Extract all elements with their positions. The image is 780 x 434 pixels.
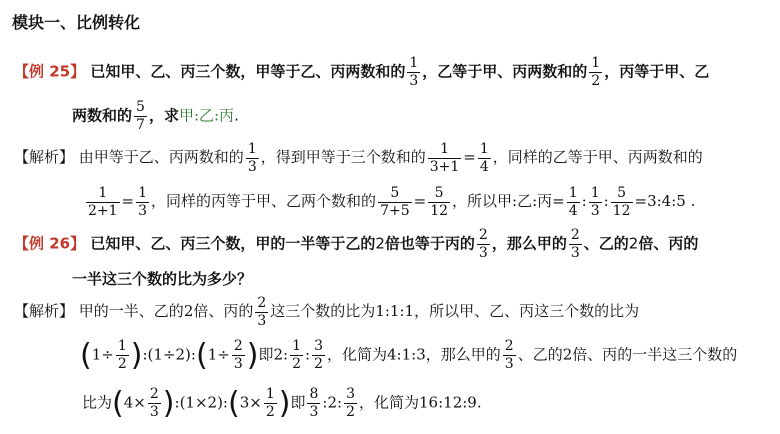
math-expression: (1÷2) [147, 345, 191, 364]
fraction: $\frac{1}{2}$ [591, 55, 601, 89]
solution-text: 倍、丙的一半这三个数的 [572, 345, 738, 364]
fraction: $\frac{8}{3}$ [309, 386, 319, 420]
fraction: $\frac{2}{3}$ [257, 295, 267, 329]
example-25-text: 两数和的 [72, 106, 133, 125]
solution-text: 、乙的 [517, 345, 563, 364]
example-26-tag: 【例 26】 [14, 234, 86, 253]
number: 2 [183, 302, 194, 321]
solution-text: ，所以甲、乙、丙这三个数的比为 [414, 302, 640, 321]
module-title: 模块一、比例转化 [12, 13, 141, 32]
solution-26-line-1 [14, 296, 639, 328]
math-expression: (1×2) [179, 393, 223, 412]
fraction: $\frac{1}{3}$ [247, 141, 257, 175]
fraction: $\frac{1}{3}$ [138, 185, 148, 219]
solution-text: 倍、丙的 [193, 302, 254, 321]
solution-text: 即 [290, 393, 306, 412]
solution-text: ，得到甲等于三个数和的 [260, 148, 426, 167]
solution-26-tag: 【解析】 [14, 302, 75, 321]
number: 2 [628, 234, 639, 253]
fraction: $\frac{2}{3}$ [233, 338, 243, 372]
solution-26-line-3: 比为(4× $\frac{2}{3}$ ):(1×2):(3× $\frac{1}{2}$ )即 $\frac{8}{3}$ :2: $\frac{3}{2}$ ，化简为16:12:9. [82, 386, 482, 421]
number: 2 [562, 345, 573, 364]
solution-25-line-1: 【解析】 由甲等于乙、丙两数和的 $\frac{1}{3}$ ，得到甲等于三个数和的 $\frac{1}{3+1}$ = $\frac{1}{4}$ ，同样的乙等于甲、丙两数和的 [14, 141, 703, 175]
fraction: $\frac{1}{3}$ [409, 55, 419, 89]
fraction: $\frac{3}{2}$ [346, 386, 355, 420]
fraction: $\frac{1}{2+1}$ [88, 185, 118, 219]
fraction: $\frac{2}{3}$ [570, 227, 580, 261]
example-25-line-1 [14, 56, 709, 88]
example-26-text: 已知甲、乙、丙三个数，甲的一半等于乙的 [90, 234, 376, 253]
example-26-text: 倍、丙的 [638, 234, 699, 253]
solution-text: ，化简为 [326, 345, 387, 364]
fraction: $\frac{5}{12}$ [612, 185, 631, 219]
solution-text: 由甲等于乙、丙两数和的 [78, 148, 244, 167]
math-expression: 2: [273, 345, 289, 364]
example-26-text: 、乙的 [583, 234, 629, 253]
fraction: $\frac{5}{12}$ [430, 185, 449, 219]
solution-text: ，那么甲的 [425, 345, 501, 364]
example-26-text: 倍也等于丙的 [384, 234, 475, 253]
solution-text: 这三个数的比为 [270, 302, 376, 321]
fraction: $\frac{2}{3}$ [478, 227, 488, 261]
solution-26-line-2: (1÷ $\frac{1}{2}$ ):(1÷2):(1÷ $\frac{2}{3}$ )即2: $\frac{1}{2}$ : $\frac{3}{2}$ ，化简为4:1:3，那么甲的 $\frac{2}{3}$ 、乙的2倍、丙的一半这三个数的 [80, 338, 738, 373]
answer-ratio: 3:4:5 . [647, 192, 696, 211]
solution-text: ，同样的丙等于甲、乙两个数和的 [151, 192, 377, 211]
period: . [234, 106, 239, 125]
solution-text: 甲的一半、乙的 [78, 302, 184, 321]
example-25-text: 已知甲、乙、丙三个数，甲等于乙、丙两数和的 [90, 62, 406, 81]
fraction: $\frac{5}{7+5}$ [380, 185, 410, 219]
fraction: $\frac{2}{3}$ [149, 386, 159, 420]
solution-text: ，所以甲:乙:丙 [452, 192, 553, 211]
example-25-line-2 [72, 100, 239, 132]
solution-25-tag: 【解析】 [14, 148, 75, 167]
number: 2 [375, 234, 385, 253]
ratio: 16:12:9 [419, 393, 477, 412]
math-expression: 2: [327, 393, 343, 412]
example-26-text: ，那么甲的 [491, 234, 567, 253]
fraction: $\frac{1}{2}$ [292, 338, 301, 372]
example-26-line-1 [14, 228, 698, 260]
ratio: 4:1:3 [387, 345, 426, 364]
question-ratio: 甲:乙:丙 [178, 106, 235, 125]
fraction: $\frac{1}{4}$ [479, 141, 489, 175]
example-26-line-2: 一半这三个数的比为多少？ [72, 270, 253, 288]
solution-text: 比为 [82, 393, 113, 412]
fraction: $\frac{1}{2}$ [117, 338, 127, 372]
fraction: $\frac{1}{3+1}$ [429, 141, 460, 175]
solution-25-line-2: $\frac{1}{2+1}$ = $\frac{1}{3}$ ，同样的丙等于甲、乙两个数和的 $\frac{5}{7+5}$ = $\frac{5}{12}$ ，所以甲:乙:丙= $\frac{1}{4}$ : $\frac{1}{3}$ : $\frac{5}{12}$ =3:4:5 . [88, 185, 696, 219]
example-25-text: ，乙等于甲、丙两数和的 [422, 62, 588, 81]
example-25-tag: 【例 25】 [14, 62, 86, 81]
fraction: $\frac{1}{2}$ [265, 386, 275, 420]
solution-text: ，同样的乙等于甲、丙两数和的 [492, 148, 703, 167]
fraction: $\frac{1}{4}$ [568, 185, 578, 219]
example-25-text: ，丙等于甲、乙 [604, 62, 710, 81]
example-25-text: ，求 [148, 106, 179, 125]
period: . [476, 393, 482, 412]
fraction: $\frac{2}{3}$ [504, 338, 514, 372]
fraction: $\frac{5}{7}$ [136, 99, 145, 133]
solution-text: ，化简为 [359, 393, 420, 412]
fraction: $\frac{1}{3}$ [590, 185, 600, 219]
ratio: 1:1:1 [375, 302, 415, 321]
fraction: $\frac{3}{2}$ [314, 338, 323, 372]
solution-text: 即 [258, 345, 274, 364]
